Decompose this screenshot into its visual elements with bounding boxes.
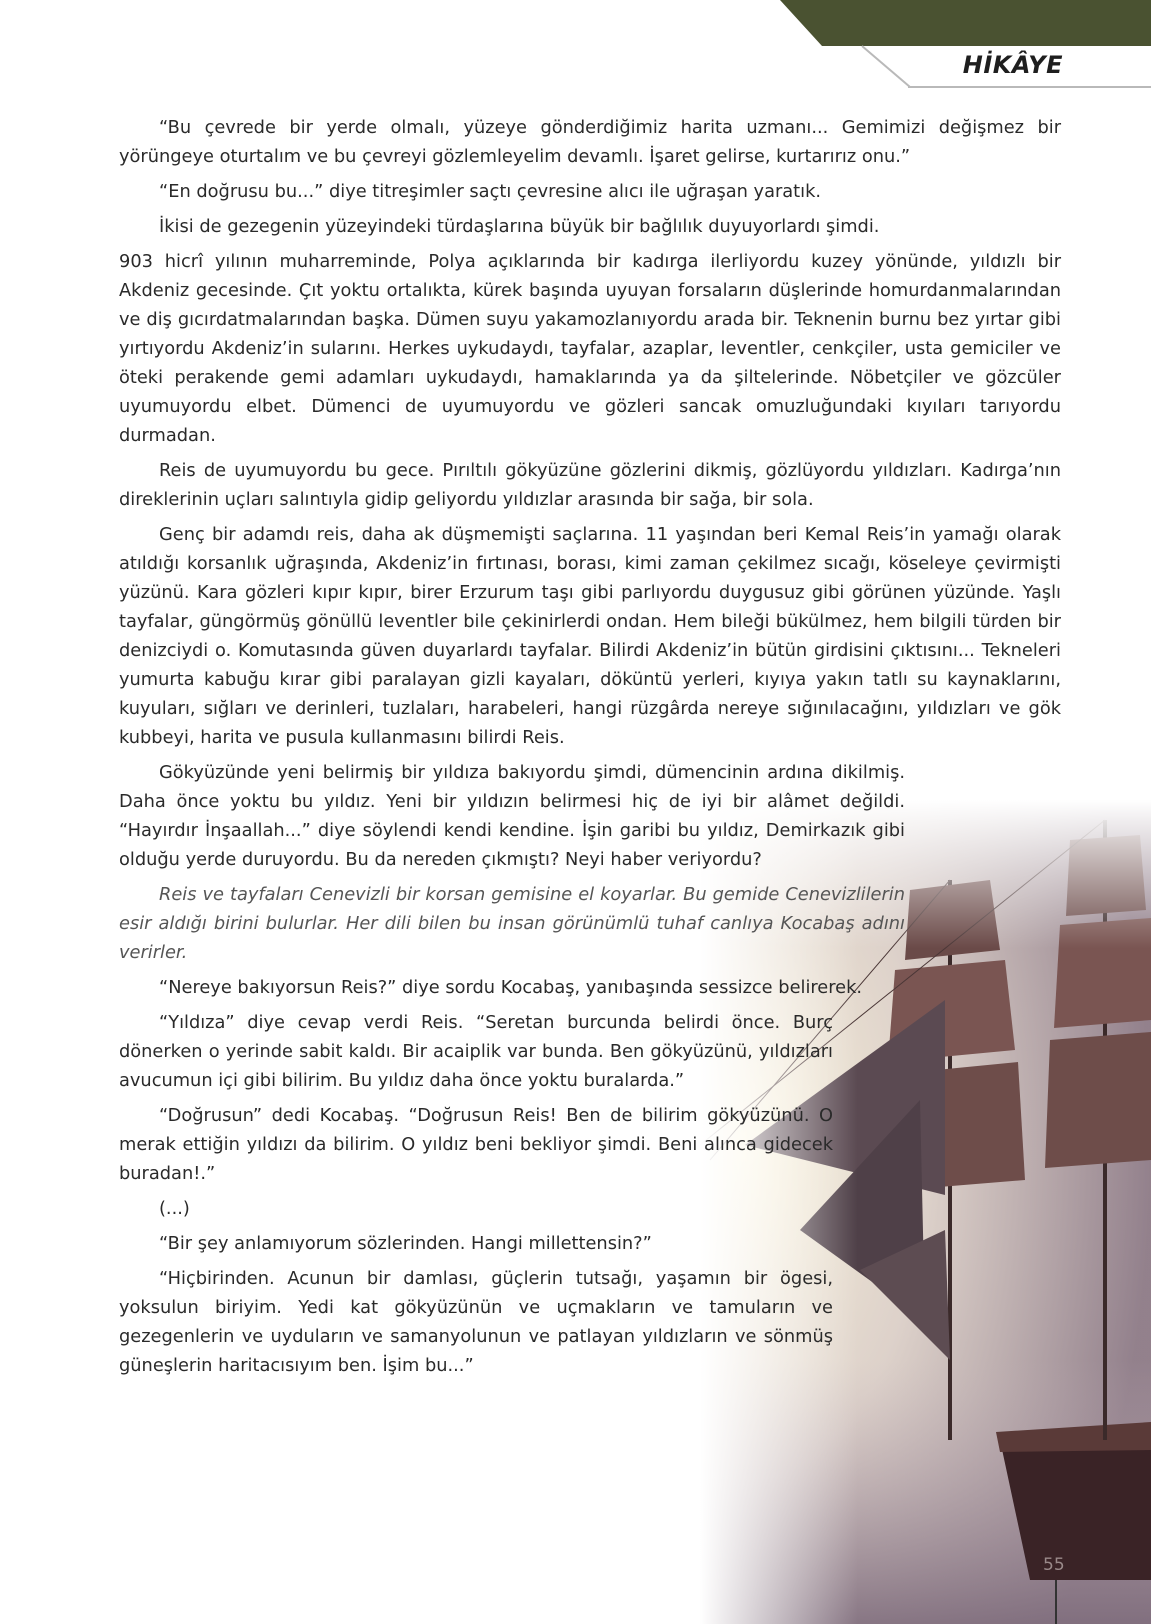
summary-italic: Reis ve tayfaları Cenevizli bir korsan gemisine el koyarlar. Bu gemide Cenevizlilerin esir aldığı birini bulurlar. Her dili bilen bu insan görünümlü tuhaf canlıya Kocabaş adını verirler.	[119, 884, 905, 963]
paragraph-10: “Yıldıza” diye cevap verdi Reis. “Seretan burcunda belirdi önce. Burç dönerken o yerinde sabit kaldı. Bir acaiplik var bunda. Ben gökyüzünü, yıldızları avucumun içi gibi bilirim. Bu yıldız daha önce yoktu buralarda.”	[119, 1012, 833, 1091]
header-olive-band	[780, 0, 1151, 46]
paragraph-13: “Bir şey anlamıyorum sözlerinden. Hangi millettensin?”	[159, 1233, 652, 1254]
paragraph-11: “Doğrusun” dedi Kocabaş. “Doğrusun Reis! Ben de bilirim gökyüzünü. O merak ettiğin yıldızı da bilirim. O yıldız beni bekliyor şimdi. Beni alınca gidecek buradan!.”	[119, 1105, 833, 1184]
paragraph-6: Genç bir adamdı reis, daha ak düşmemişti saçlarına. 11 yaşından beri Kemal Reis’in yamağı olarak atıldığı korsanlık uğraşında, Akdeniz’in fırtınası, borası, kimi zaman çekilmez sıcağı, köseleye çevirmişti yüzünü. Kara gözleri kıpır kıpır, birer Erzurum taşı gibi parlıyordu duygusuz gibi görünen yüzünde. Yaşlı tayfalar, güngörmüş gönüllü leventler bile çekinirlerdi ondan. Hem bileği bükülmez, hem bilgili türden bir denizciydi o. Komutasında güven duyarlardı tayfalar. Bilirdi Akdeniz’in bütün girdisini çıktısını... Tekneleri yumurta kabuğu kırar gibi paralayan gizli kayaları, döküntü yerleri, kıyıya yakın tatlı su kaynaklarını, kuyuları, sığları ve derinleri, tuzlaları, harabeleri, hangi rüzgârda nereye sığınılacağını, yıldızları ve gök kubbeyi, harita ve pusula kullanmasını bilirdi Reis.	[119, 524, 1061, 748]
ellipsis-line: (...)	[159, 1198, 190, 1219]
paragraph-5: Reis de uyumuyordu bu gece. Pırıltılı gökyüzüne gözlerini dikmiş, gözlüyordu yıldızları. Kadırga’nın direklerinin uçları salıntıyla gidip geliyordu yıldızlar arasında bir sağa, bir sola.	[119, 460, 1061, 510]
page-number: 55	[1043, 1555, 1065, 1575]
paragraph-14: “Hiçbirinden. Acunun bir damlası, güçlerin tutsağı, yaşamın bir ögesi, yoksulun biriyim. Yedi kat gökyüzünün ve uçmakların ve tamuların ve gezegenlerin ve uyduların ve samanyolunun ve patlayan yıldızların ve sönmüş güneşlerin haritacısıyım ben. İşim bu...”	[119, 1268, 833, 1376]
story-text	[119, 113, 1061, 1386]
page-number-rule	[1055, 1580, 1057, 1624]
section-title: HİKÂYE	[962, 51, 1063, 79]
paragraph-1: “Bu çevrede bir yerde olmalı, yüzeye gönderdiğimiz harita uzmanı... Gemimizi değişmez bir yörüngeye oturtalım ve bu çevreyi gözlemleyelim devamlı. İşaret gelirse, kurtarırız onu.”	[119, 117, 1061, 167]
paragraph-3: İkisi de gezegenin yüzeyindeki türdaşlarına büyük bir bağlılık duyuyorlardı şimdi.	[159, 216, 880, 237]
paragraph-4: 903 hicrî yılının muharreminde, Polya açıklarında bir kadırga ilerliyordu kuzey yönünde, yıldızlı bir Akdeniz gecesinde. Çıt yoktu ortalıkta, kürek başında uyuyan forsaların düşlerinde homurdanmalarından ve diş gıcırdatmalarından başka. Dümen suyu yakamozlanıyordu arada bir. Teknenin burnu bez yırtar gibi yırtıyordu Akdeniz’in sularını. Herkes uykudaydı, tayfalar, azaplar, leventler, cenkçiler, usta gemiciler ve öteki perakende gemi adamları uykudaydı, hamaklarında ya da şiltelerinde. Nöbetçiler ve gözcüler uyumuyordu elbet. Dümenci de uyumuyordu ve gözleri sancak omuzluğundaki kıyıları tarıyordu durmadan.	[119, 251, 1061, 446]
paragraph-2: “En doğrusu bu...” diye titreşimler saçtı çevresine alıcı ile uğraşan yaratık.	[159, 181, 822, 202]
paragraph-7: Gökyüzünde yeni belirmiş bir yıldıza bakıyordu şimdi, dümencinin ardına dikilmiş. Daha önce yoktu bu yıldız. Yeni bir yıldızın belirmesi hiç de iyi bir alâmet değildi. “Hayırdır İnşaallah...” diye söylendi kendi kendine. İşin garibi bu yıldız, Demirkazık gibi olduğu yerde duruyordu. Bu da nereden çıkmıştı? Neyi haber veriyordu?	[119, 762, 905, 870]
paragraph-9: “Nereye bakıyorsun Reis?” diye sordu Kocabaş, yanıbaşında sessizce belirerek.	[159, 977, 863, 998]
